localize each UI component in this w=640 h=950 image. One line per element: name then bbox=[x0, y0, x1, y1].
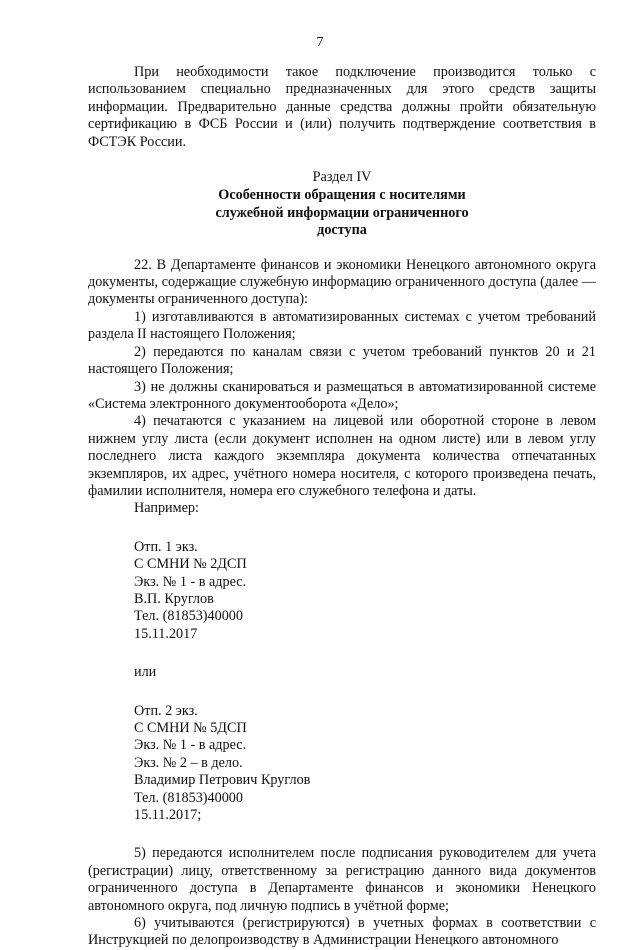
example-line: Экз. № 2 – в дело. bbox=[134, 754, 243, 771]
or-separator bbox=[134, 664, 596, 681]
list-item-3: 3) не должны сканироваться и размещаться в автоматизированной системе «Система электронного документооборота «Дело»; bbox=[88, 378, 596, 412]
example-line: С СМНИ № 2ДСП bbox=[134, 556, 247, 573]
example-line: Тел. (81853)40000 bbox=[134, 608, 243, 625]
list-item-1: 1) изготавливаются в автоматизированных системах с учетом требований раздела II настоящего Положения; bbox=[88, 308, 596, 343]
or-word: или bbox=[134, 664, 157, 681]
spacer bbox=[88, 643, 596, 664]
example-block-1 bbox=[134, 539, 596, 643]
list-item-4: 4) печатаются с указанием на лицевой или оборотной стороне в левом нижнем углу листа (если документ исполнен на одном листе) или в левом углу последнего листа каждого экземпляра документа количества отпечатанных экземпляров, их адрес, учётного номера носителя, с которого произведена печать, фамилии исполнителя, номера его служебного телефона и даты. bbox=[88, 413, 596, 499]
example-line: 15.11.2017 bbox=[134, 625, 198, 642]
example-line: Отп. 2 экз. bbox=[134, 702, 198, 719]
example-line: Владимир Петрович Круглов bbox=[134, 772, 311, 789]
example-line: Экз. № 1 - в адрес. bbox=[134, 737, 247, 754]
page-number: 7 bbox=[316, 35, 324, 50]
example-line: В.П. Круглов bbox=[134, 590, 214, 607]
spacer bbox=[88, 682, 596, 703]
spacer bbox=[88, 518, 596, 539]
spacer bbox=[88, 240, 596, 257]
example-line: Отп. 1 экз. bbox=[134, 538, 198, 555]
section-label: Раздел IV bbox=[312, 169, 372, 186]
example-line: С СМНИ № 5ДСП bbox=[134, 720, 247, 736]
example-line: Тел. (81853)40000 bbox=[134, 789, 243, 806]
example-block-2 bbox=[134, 703, 596, 825]
spacer bbox=[88, 824, 596, 845]
example-line: Экз. № 1 - в адрес. bbox=[134, 573, 247, 590]
section-heading bbox=[88, 169, 596, 240]
list-item-5: 5) передаются исполнителем после подписания руководителем для учета (регистрации) лицу, ответственному за регистрацию данного вида документов ограниченного доступа в Департаменте финансов и экономики Ненецкого автономного округа, под личную подпись в учётной форме; bbox=[88, 845, 596, 914]
list-item-6: 6) учитываются (регистрируются) в учетных формах в соответствии с Инструкцией по делопроизводству в Администрации Ненецкого автономного bbox=[88, 915, 596, 949]
paragraph-22: 22. В Департаменте финансов и экономики Ненецкого автономного округа документы, содержащие служебную информацию ограниченного доступа (далее — документы ограниченного доступа): bbox=[88, 256, 596, 308]
intro-paragraph: При необходимости такое подключение производится только с использованием специально предназначенных для этого средств защиты информации. Предварительно данные средства должны пройти обязательную сертификацию в ФСБ России и (или) получить подтверждение соответствия в ФСТЭК России. bbox=[88, 64, 596, 150]
example-line: 15.11.2017; bbox=[134, 807, 202, 824]
example-intro: Например: bbox=[134, 500, 199, 517]
document-body bbox=[88, 64, 596, 950]
section-title: Особенности обращения с носителями служебной информации ограниченного доступа bbox=[215, 187, 469, 239]
list-item-2: 2) передаются по каналам связи с учетом требований пунктов 20 и 21 настоящего Положения; bbox=[88, 343, 596, 378]
